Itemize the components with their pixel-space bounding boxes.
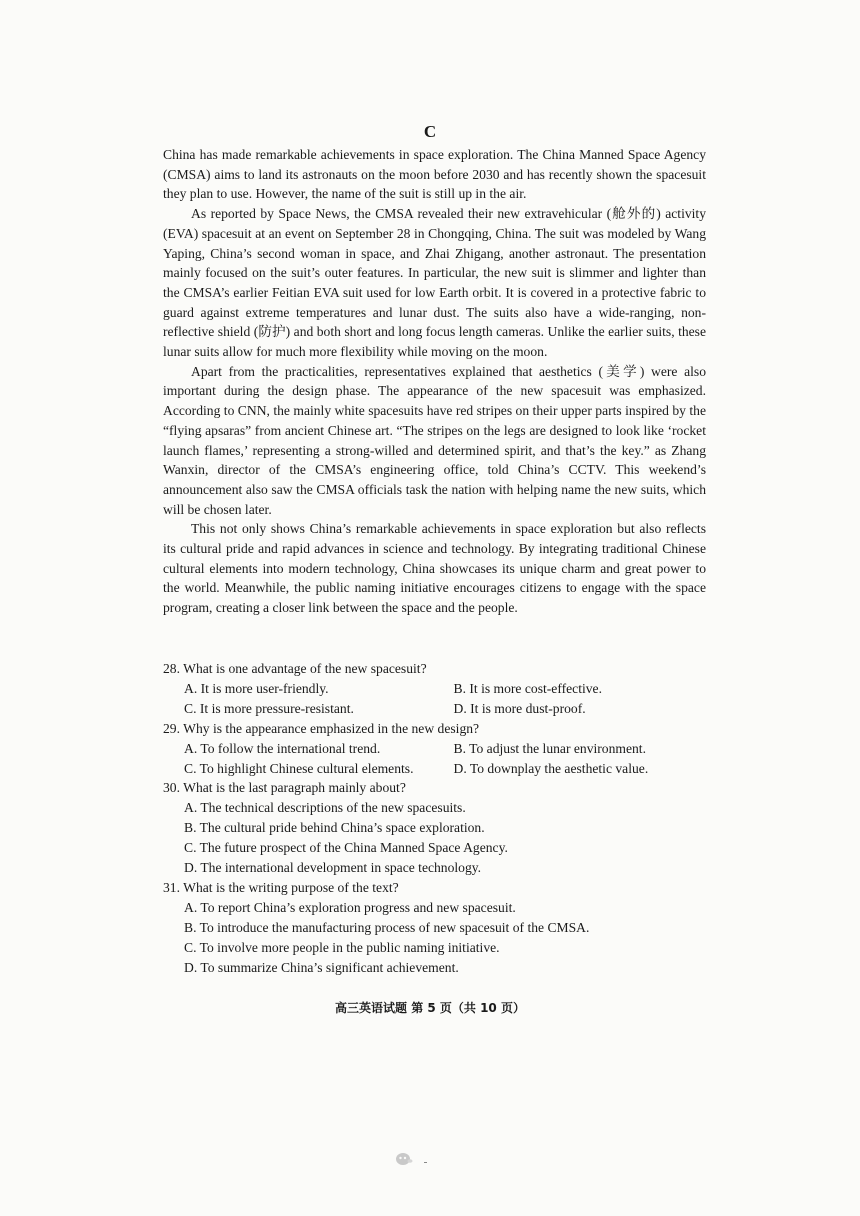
question-stem: 31. What is the writing purpose of the text? [163,879,399,895]
question-28 [163,659,723,719]
option-a: A. It is more user-friendly. [184,680,329,696]
question-stem: 29. Why is the appearance emphasized in the new design? [163,720,480,736]
option-a: A. The technical descriptions of the new spacesuits. [184,800,466,816]
passage-paragraph: This not only shows China’s remarkable achievements in space exploration but also reflects its cultural pride and rapid advances in science and technology. By integrating traditional Chinese cultural elements into modern technology, China showcases its unique charm and great power to the world. Meanwhile, the public naming initiative encourages citizens to engage with the space program, creating a closer link between the space and the people. [163,521,706,616]
option-c: C. To involve more people in the public naming initiative. [184,939,500,955]
question-31 [163,878,723,978]
options [184,798,723,878]
options [184,739,723,779]
option-a: A. To report China’s exploration progress and new spacesuit. [184,899,516,915]
question-list [163,659,723,978]
options [184,898,723,978]
section-heading: C [423,122,437,141]
question-30 [163,778,723,878]
option-d: D. To downplay the aesthetic value. [453,760,649,776]
question-29 [163,719,723,779]
option-b: B. It is more cost-effective. [453,680,602,696]
option-d: D. The international development in space technology. [184,860,482,876]
page-footer: 高三英语试题 第 5 页（共 10 页） [335,1001,525,1015]
options [184,679,723,719]
scan-speck [424,1162,427,1163]
passage-paragraph: China has made remarkable achievements in space exploration. The China Manned Space Agency (CMSA) aims to land its astronauts on the moon before 2030 and has recently shown the spacesuit they plan to use. However, the name of the suit is still up in the air. [163,147,706,202]
scanner-watermark-icon [394,1149,414,1167]
option-c: C. The future prospect of the China Manned Space Agency. [184,840,508,856]
option-d: D. To summarize China’s significant achievement. [184,959,459,975]
option-b: B. The cultural pride behind China’s space exploration. [184,820,485,836]
option-c: C. To highlight Chinese cultural elements. [184,760,414,776]
question-stem: 28. What is one advantage of the new spacesuit? [163,661,427,676]
option-d: D. It is more dust-proof. [453,700,586,716]
option-c: C. It is more pressure-resistant. [184,700,354,716]
passage-paragraph: As reported by Space News, the CMSA revealed their new extravehicular (舱外的) activity (EVA) spacesuit at an event on September 28 in Chongqing, China. The suit was modeled by Wang Yaping, China’s second woman in space, and Zhai Zhigang, another astronaut. The presentation mainly focused on the suit’s outer features. In particular, the new suit is slimmer and lighter than the CMSA’s earlier Feitian EVA suit used for low Earth orbit. It is covered in a protective fabric to guard against extreme temperatures and lunar dust. The suits also have a wide-ranging, non-reflective shield (防护) and both short and long focus length cameras. Unlike the earlier suits, these lunar suits allow for much more flexibility while moving on the moon. [163,206,706,360]
question-stem: 30. What is the last paragraph mainly about? [163,780,406,796]
reading-passage [163,145,706,618]
option-a: A. To follow the international trend. [184,740,381,756]
option-b: B. To introduce the manufacturing process of new spacesuit of the CMSA. [184,919,590,935]
passage-paragraph: Apart from the practicalities, representatives explained that aesthetics (美学) were also important during the design phase. The appearance of the new spacesuit was emphasized. According to CNN, the mainly white spacesuits have red stripes on their upper parts inspired by the “flying apsaras” from ancient Chinese art. “The stripes on the legs are designed to look like ‘rocket launch flames,’ representing a strong-willed and determined spirit, and that’s the key.” as Zhang Wanxin, director of the CMSA’s engineering office, told China’s CCTV. This weekend’s announcement also saw the CMSA officials task the nation with helping name the new suits, which will be chosen later. [163,363,706,517]
option-b: B. To adjust the lunar environment. [453,740,646,756]
